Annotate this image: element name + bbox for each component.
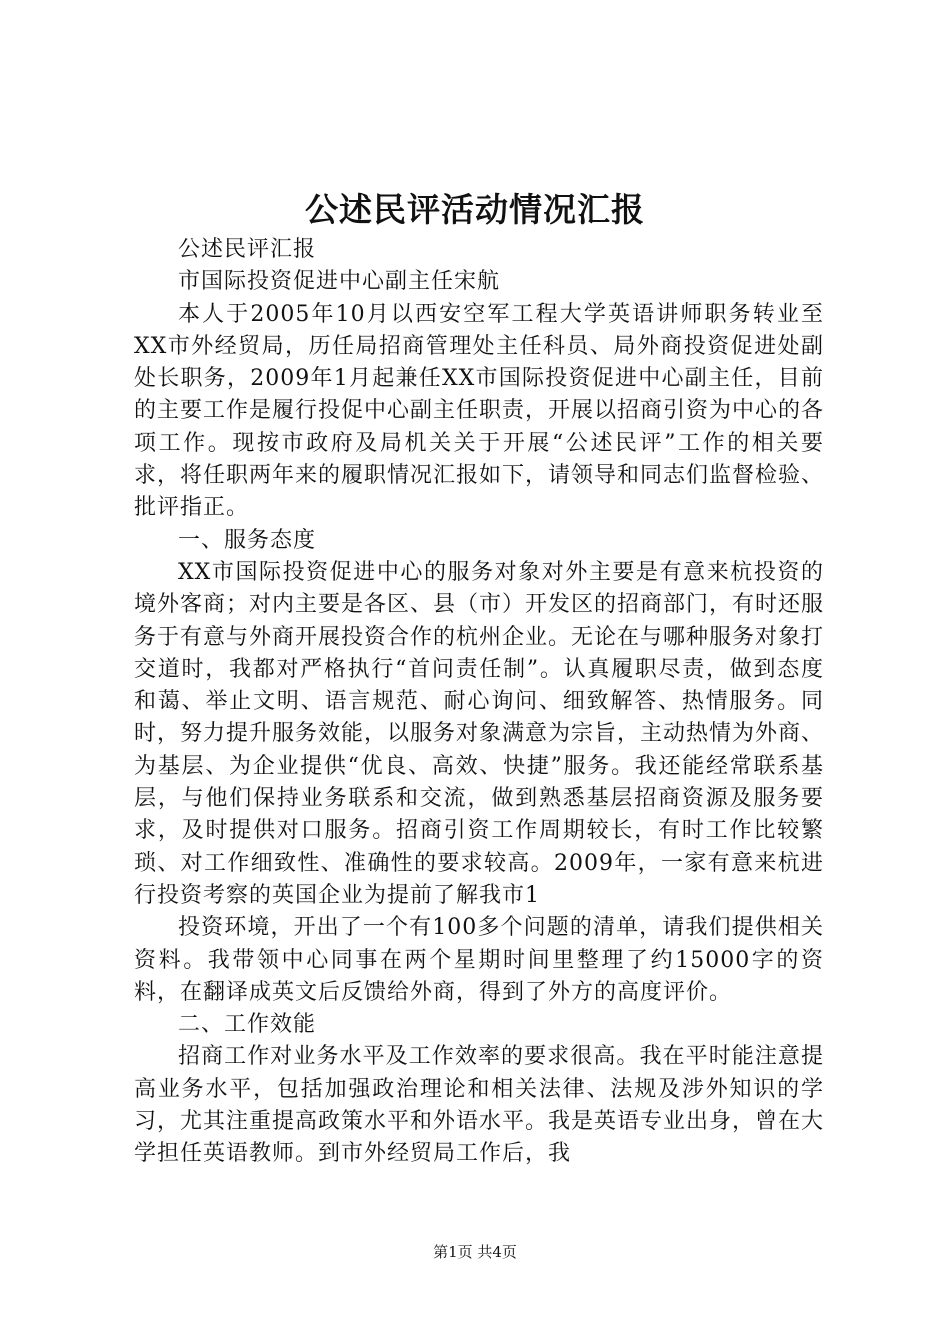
document-body bbox=[134, 234, 824, 1171]
paragraph-service: XX市国际投资促进中心的服务对象对外主要是有意来杭投资的境外客商；对内主要是各区、县（市）开发区的招商部门，有时还服务于有意与外商开展投资合作的杭州企业。无论在与哪种服务对象打交道时，我都对严格执行“首问责任制”。认真履职尽责，做到态度和蔼、举止文明、语言规范、耐心询问、细致解答、热情服务。同时，努力提升服务效能，以服务对象满意为宗旨，主动热情为外商、为基层、为企业提供“优良、高效、快捷”服务。我还能经常联系基层，与他们保持业务联系和交流，做到熟悉基层招商资源及服务要求，及时提供对口服务。招商引资工作周期较长，有时工作比较繁琐、对工作细致性、准确性的要求较高。2009年，一家有意来杭进行投资考察的英国企业为提前了解我市1 bbox=[134, 559, 825, 908]
page-footer: 第1页 共4页 bbox=[433, 1243, 517, 1261]
paragraph-heading-report: 公述民评汇报 bbox=[178, 237, 317, 262]
paragraph-intro: 本人于2005年10月以西安空军工程大学英语讲师职务转业至XX市外经贸局，历任局招商管理处主任科员、局外商投资促进处副处长职务，2009年1月起兼任XX市国际投资促进中心副主任，目前的主要工作是履行投促中心副主任职责，开展以招商引资为中心的各项工作。现按市政府及局机关关于开展“公述民评”工作的相关要求，将任职两年来的履职情况汇报如下，请领导和同志们监督检验、批评指正。 bbox=[134, 301, 825, 521]
paragraph-efficiency: 招商工作对业务水平及工作效率的要求很高。我在平时能注意提高业务水平，包括加强政治理论和相关法律、法规及涉外知识的学习，尤其注重提高政策水平和外语水平。我是英语专业出身，曾在大学担任英语教师。到市外经贸局工作后，我 bbox=[134, 1044, 825, 1167]
paragraph-author: 市国际投资促进中心副主任宋航 bbox=[178, 269, 501, 295]
document-title: 公述民评活动情况汇报 bbox=[305, 190, 645, 229]
section-heading-efficiency: 二、工作效能 bbox=[178, 1012, 317, 1038]
section-heading-service: 一、服务态度 bbox=[178, 527, 317, 553]
paragraph-service-continued: 投资环境，开出了一个有100多个问题的清单，请我们提供相关资料。我带领中心同事在两个星期时间里整理了约15000字的资料，在翻译成英文后反馈给外商，得到了外方的高度评价。 bbox=[134, 915, 824, 1005]
